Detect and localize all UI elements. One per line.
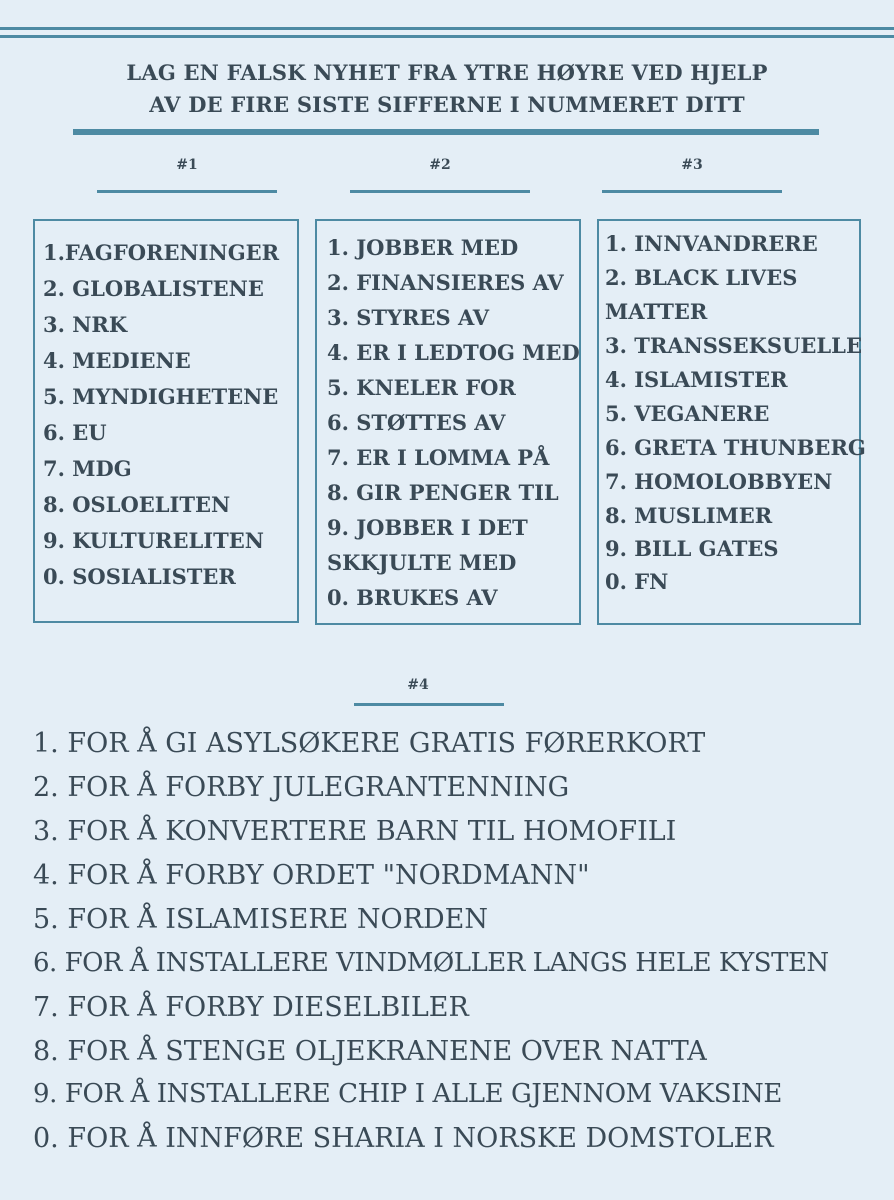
list-item: 1. INNVANDRERE — [605, 231, 818, 256]
list-item: 8. OSLOELITEN — [43, 492, 231, 517]
column-3-rule — [602, 190, 782, 193]
column-2-label: #2 — [429, 157, 451, 173]
section-4-label: #4 — [407, 677, 429, 693]
list-item: 3. FOR Å KONVERTERE BARN TIL HOMOFILI — [33, 816, 677, 847]
list-item: SKKJULTE MED — [327, 550, 517, 575]
list-item: 7. ER I LOMMA PÅ — [327, 445, 550, 470]
list-item: MATTER — [605, 299, 708, 324]
list-item: 7. FOR Å FORBY DIESELBILER — [33, 992, 469, 1023]
column-2-box — [315, 219, 581, 625]
list-item: 0. SOSIALISTER — [43, 564, 236, 589]
list-item: 0. FOR Å INNFØRE SHARIA I NORSKE DOMSTOLER — [33, 1123, 774, 1154]
list-item: 9. JOBBER I DET — [327, 515, 528, 540]
list-item: 3. STYRES AV — [327, 305, 490, 330]
list-item: 4. ISLAMISTER — [605, 367, 788, 392]
column-1-box — [33, 219, 299, 623]
list-item: 9. FOR Å INSTALLERE CHIP I ALLE GJENNOM VAKSINE — [33, 1079, 782, 1109]
column-1-label: #1 — [176, 157, 198, 173]
list-item: 1. FOR Å GI ASYLSØKERE GRATIS FØRERKORT — [33, 728, 706, 759]
list-item: 2. FOR Å FORBY JULEGRANTENNING — [33, 772, 570, 803]
list-item: 0. BRUKES AV — [327, 585, 498, 610]
list-item: 8. GIR PENGER TIL — [327, 480, 559, 505]
title-underline — [73, 129, 819, 135]
list-item: 1. JOBBER MED — [327, 235, 519, 260]
column-3-label: #3 — [681, 157, 703, 173]
list-item: 8. FOR Å STENGE OLJEKRANENE OVER NATTA — [33, 1036, 707, 1067]
list-item: 4. MEDIENE — [43, 348, 191, 373]
list-item: 2. GLOBALISTENE — [43, 276, 264, 301]
page-title-line-2: AV DE FIRE SISTE SIFFERNE I NUMMERET DITT — [149, 92, 745, 117]
list-item: 4. FOR Å FORBY ORDET "NORDMANN" — [33, 860, 590, 891]
list-item: 4. ER I LEDTOG MED — [327, 340, 580, 365]
list-item: 3. TRANSSEKSUELLE — [605, 333, 862, 358]
top-rule-2 — [0, 35, 894, 38]
list-item: 6. GRETA THUNBERG — [605, 435, 866, 460]
list-item: 6. FOR Å INSTALLERE VINDMØLLER LANGS HELE KYSTEN — [33, 948, 829, 978]
list-item: 2. FINANSIERES AV — [327, 270, 564, 295]
column-1-rule — [97, 190, 277, 193]
list-item: 0. FN — [605, 569, 669, 594]
list-item: 7. HOMOLOBBYEN — [605, 469, 833, 494]
list-item: 9. KULTURELITEN — [43, 528, 264, 553]
list-item: 9. BILL GATES — [605, 536, 779, 561]
top-rule-1 — [0, 27, 894, 30]
list-item: 1.FAGFORENINGER — [43, 240, 280, 265]
column-3-box — [597, 219, 866, 625]
list-item: 3. NRK — [43, 312, 128, 337]
column-2-rule — [350, 190, 530, 193]
list-item: 5. MYNDIGHETENE — [43, 384, 279, 409]
page-title-line-1: LAG EN FALSK NYHET FRA YTRE HØYRE VED HJELP — [126, 60, 768, 85]
list-item: 5. VEGANERE — [605, 401, 770, 426]
list-item: 2. BLACK LIVES — [605, 265, 798, 290]
list-item: 6. EU — [43, 420, 107, 445]
list-item: 5. KNELER FOR — [327, 375, 516, 400]
list-item: 8. MUSLIMER — [605, 503, 773, 528]
list-item: 7. MDG — [43, 456, 132, 481]
list-item: 5. FOR Å ISLAMISERE NORDEN — [33, 904, 489, 935]
section-4-rule — [354, 703, 504, 706]
list-item: 6. STØTTES AV — [327, 410, 506, 435]
